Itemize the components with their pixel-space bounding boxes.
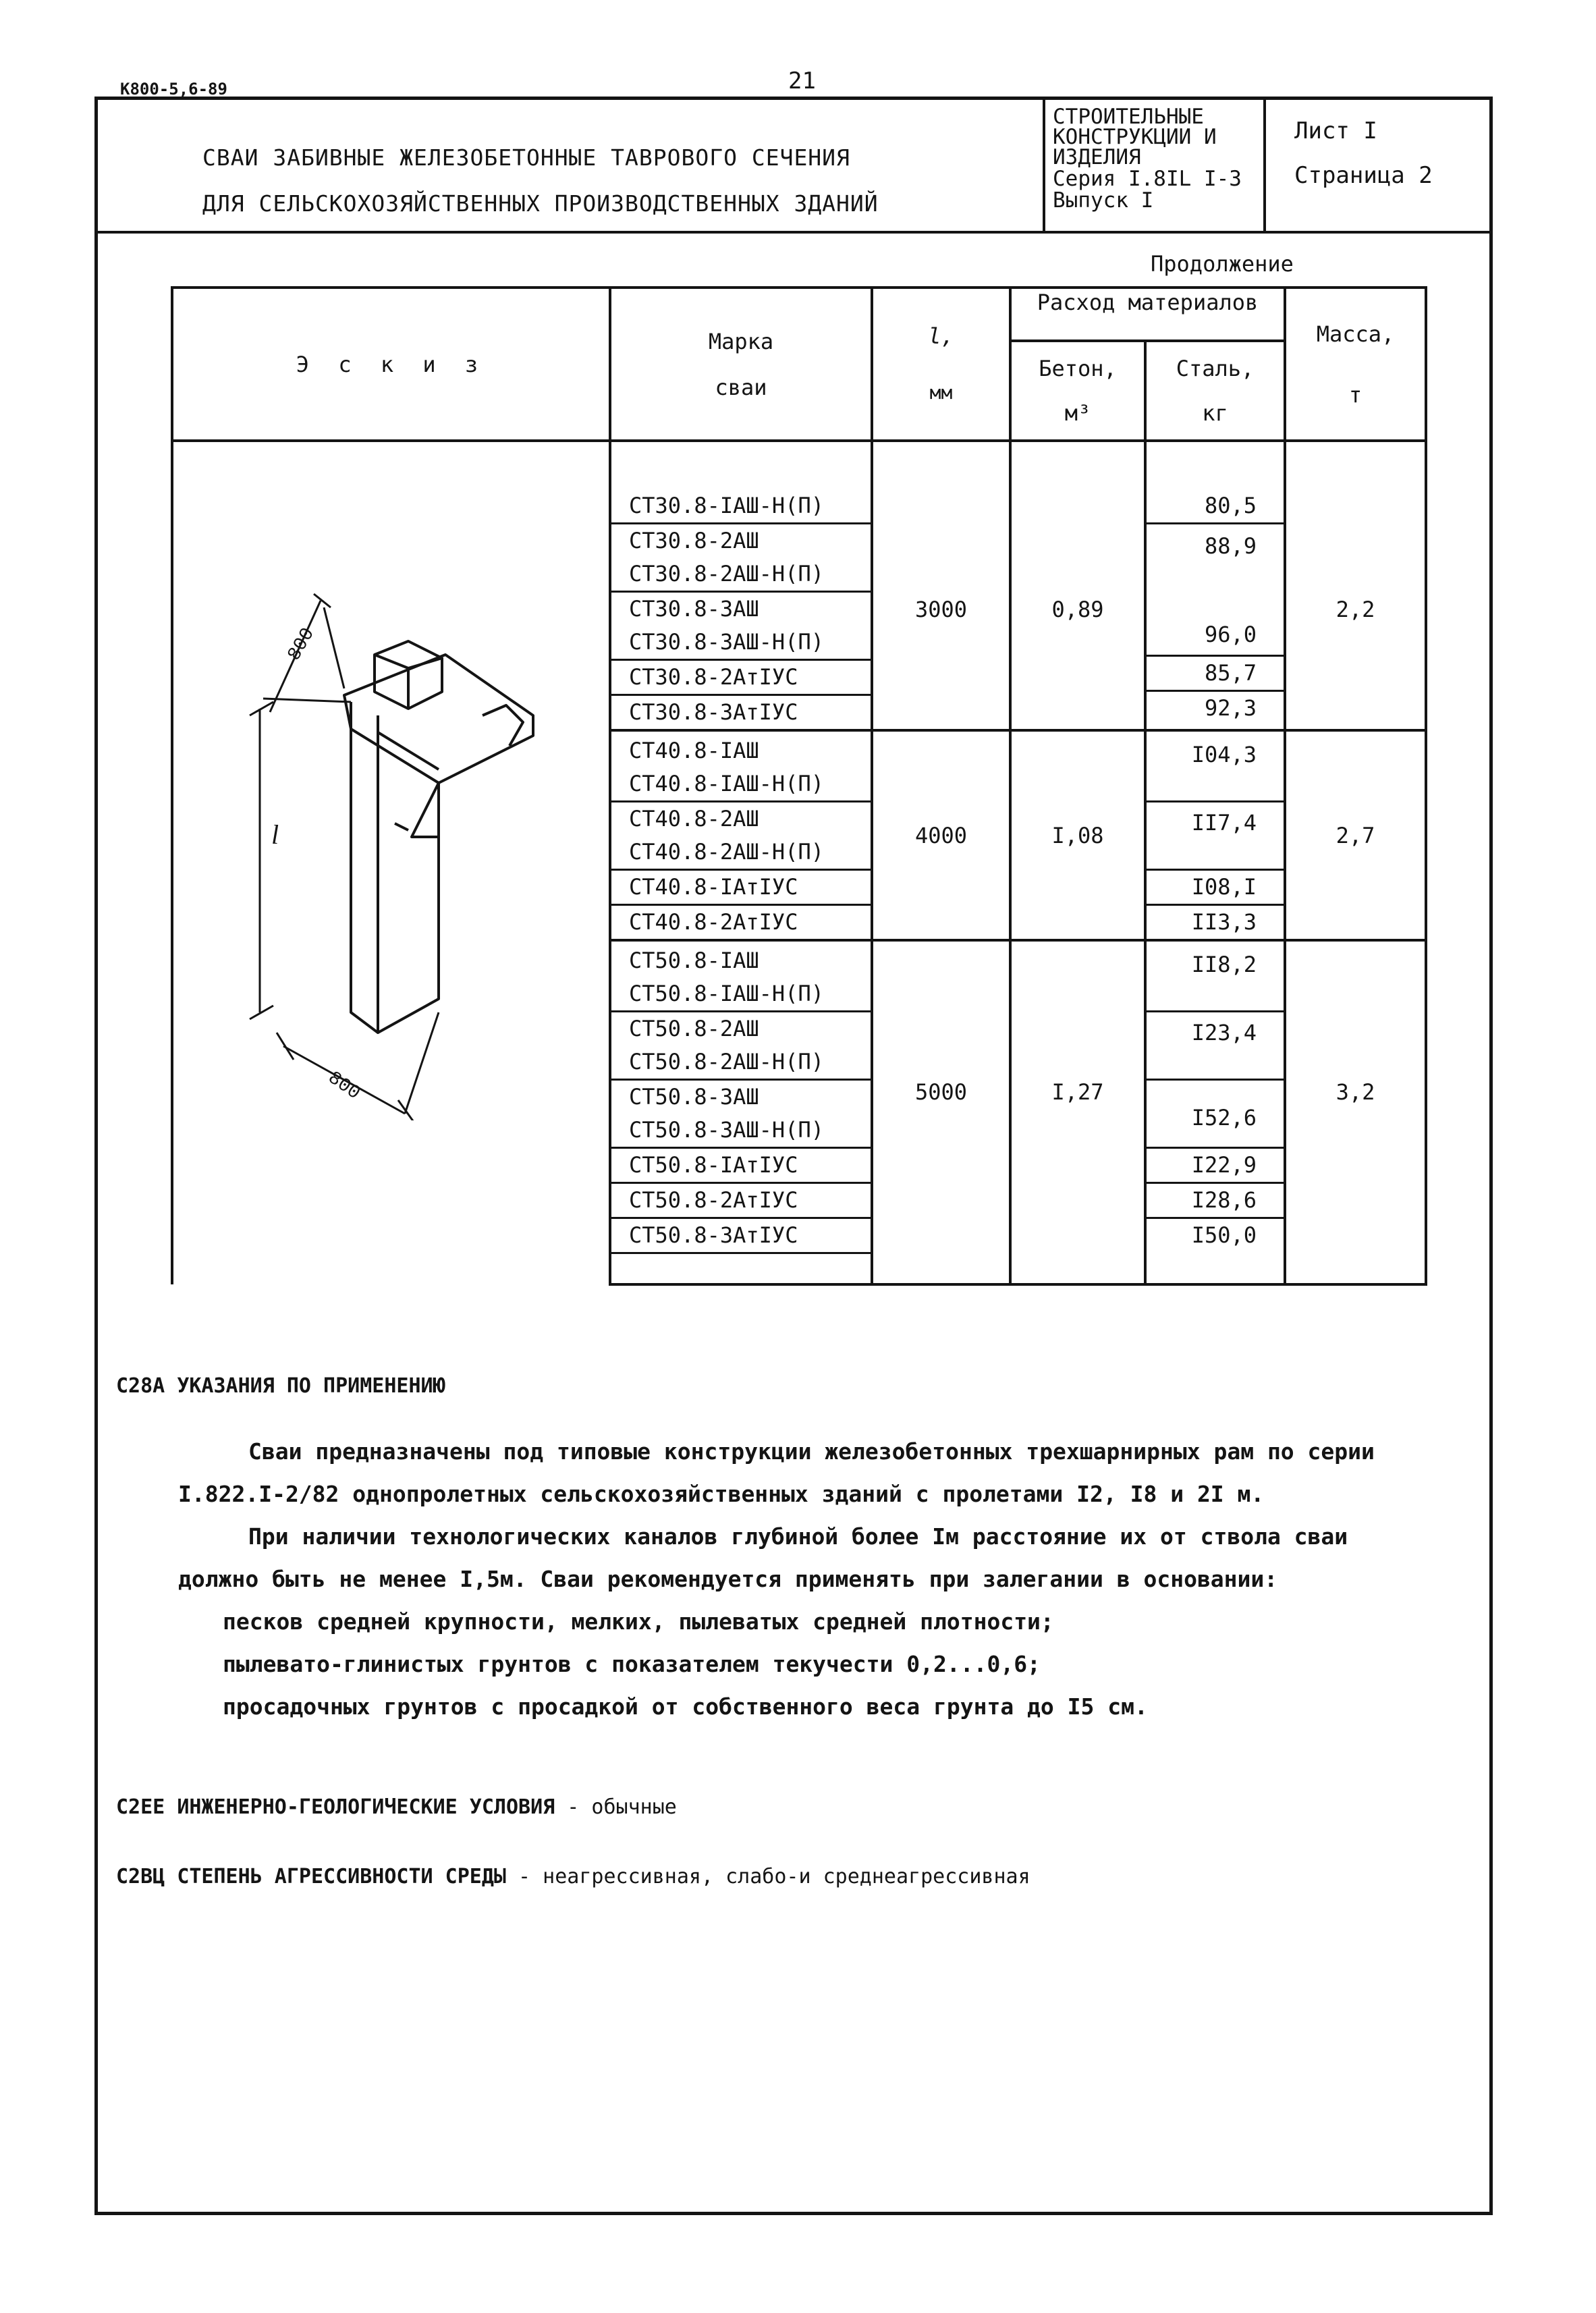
steel-value: 80,5 xyxy=(1147,489,1284,524)
title-block-divider xyxy=(94,231,1493,234)
steel-value: I50,0 xyxy=(1191,1222,1257,1248)
pile-mark: СТ40.8-IАтIУС xyxy=(611,871,871,906)
pile-mark: СТ50.8-3АШ xyxy=(629,1084,759,1110)
steel-value: I28,6 xyxy=(1147,1184,1284,1219)
header-concrete-label: Бетон, xyxy=(1039,356,1117,381)
group-5000-mass: 3,2 xyxy=(1285,940,1426,1284)
usage-code: С28А xyxy=(116,1374,165,1398)
dimension-top-label: 800 xyxy=(283,624,320,665)
page-label: Страница 2 xyxy=(1294,162,1433,189)
group-4000-concrete: I,08 xyxy=(1010,730,1145,940)
pile-mark: СТ50.8-2АтIУС xyxy=(611,1184,871,1219)
group-4000-marks xyxy=(610,730,872,940)
pile-mark: СТ50.8-IАШ xyxy=(629,948,759,973)
steel-value: II3,3 xyxy=(1191,909,1257,935)
group-4000-mass: 2,7 xyxy=(1285,730,1426,940)
pile-mark: СТ50.8-IАШ-Н(П) xyxy=(611,977,871,1012)
usage-title: УКАЗАНИЯ ПО ПРИМЕНЕНИЮ xyxy=(177,1374,445,1398)
sheet-label: Лист I xyxy=(1294,117,1377,144)
usage-item2: пылевато-глинистых грунтов с показателем текучести 0,2...0,6; xyxy=(223,1651,1041,1677)
usage-paragraph2-line2: должно быть не менее I,5м. Сваи рекомендуется применять при залегании в основании: xyxy=(178,1566,1278,1592)
header-mass xyxy=(1285,288,1426,441)
stamp-line-3: ИЗДЕЛИЯ xyxy=(1053,145,1141,169)
usage-paragraph1-line1: Сваи предназначены под типовые конструкции железобетонных трехшарнирных рам по серии xyxy=(248,1438,1375,1465)
steel-value: I52,6 xyxy=(1147,1081,1284,1149)
pile-mark: СТ30.8-2АШ-Н(П) xyxy=(611,557,871,593)
header-length-unit: мм xyxy=(929,381,953,404)
continuation-label: Продолжение xyxy=(1151,251,1294,277)
steel-value: I22,9 xyxy=(1147,1149,1284,1184)
header-concrete xyxy=(1010,341,1145,441)
geology-line xyxy=(116,1795,677,1819)
series-label: Серия I.8IL I-3 xyxy=(1053,167,1242,191)
geology-value: - обычные xyxy=(567,1795,677,1819)
group-5000-concrete: I,27 xyxy=(1010,940,1145,1284)
header-steel xyxy=(1145,341,1285,441)
group-4000-steel xyxy=(1145,730,1285,940)
pile-head xyxy=(344,655,533,783)
pile-mark: СТ30.8-2АтIУС xyxy=(611,661,871,696)
header-concrete-unit: м³ xyxy=(1064,400,1091,426)
pile-sketch xyxy=(243,580,594,1120)
document-code: К800-5,6-89 xyxy=(120,80,227,99)
header-sketch: Э с к и з xyxy=(172,288,610,441)
stamp-line-2: КОНСТРУКЦИИ И xyxy=(1053,125,1217,149)
dimension-bottom-label: 800 xyxy=(323,1067,364,1105)
pile-mark: СТ30.8-2АШ xyxy=(629,528,759,553)
steel-value: 92,3 xyxy=(1204,695,1257,721)
title-block-divider-2 xyxy=(1263,98,1266,233)
pile-mark: СТ40.8-2АШ-Н(П) xyxy=(611,836,871,871)
steel-value: 88,9 xyxy=(1204,533,1257,559)
pile-mark: СТ40.8-IАШ xyxy=(629,738,759,763)
pile-mark: СТ40.8-2АтIУС xyxy=(629,909,798,935)
pile-mark: СТ30.8-IАШ-Н(П) xyxy=(611,489,871,524)
document-title-line1: СВАИ ЗАБИВНЫЕ ЖЕЛЕЗОБЕТОННЫЕ ТАВРОВОГО СЕЧЕНИЯ xyxy=(202,144,850,171)
header-mass-unit: т xyxy=(1348,381,1363,408)
pile-stem xyxy=(351,702,439,1033)
usage-item3: просадочных грунтов с просадкой от собственного веса грунта до I5 см. xyxy=(223,1693,1148,1720)
aggressiveness-title: СТЕПЕНЬ АГРЕССИВНОСТИ СРЕДЫ xyxy=(177,1865,506,1888)
steel-value: 85,7 xyxy=(1147,657,1284,692)
title-block-divider-1 xyxy=(1043,98,1045,233)
header-length-symbol: l, xyxy=(928,323,954,349)
pile-mark: СТ50.8-3АтIУС xyxy=(611,1219,871,1254)
steel-value: II8,2 xyxy=(1147,944,1284,1012)
group-3000-mass: 2,2 xyxy=(1285,441,1426,730)
aggressiveness-code: С2ВЦ xyxy=(116,1865,165,1888)
group-3000-steel xyxy=(1145,441,1285,730)
steel-value: I04,3 xyxy=(1147,734,1284,802)
usage-paragraph1-line2: I.822.I-2/82 однопролетных сельскохозяйственных зданий с пролетами I2, I8 и 2I м. xyxy=(178,1481,1265,1507)
aggressiveness-value: - неагрессивная, слабо-и среднеагрессивная xyxy=(518,1865,1030,1888)
page-number: 21 xyxy=(788,67,816,94)
aggressiveness-line xyxy=(116,1865,1030,1888)
usage-item1: песков средней крупности, мелких, пылеватых средней плотности; xyxy=(223,1608,1054,1635)
header-steel-unit: кг xyxy=(1202,400,1228,426)
header-mark xyxy=(610,288,872,441)
group-3000-marks xyxy=(610,441,872,730)
usage-heading xyxy=(116,1374,445,1398)
pile-mark: СТ30.8-3АШ xyxy=(629,596,759,622)
usage-paragraph2-line1: При наличии технологических каналов глубиной более Iм расстояние их от ствола сваи xyxy=(248,1523,1348,1550)
group-3000-concrete: 0,89 xyxy=(1010,441,1145,730)
pile-mark: СТ50.8-3АШ-Н(П) xyxy=(611,1114,871,1149)
group-3000-length: 3000 xyxy=(872,441,1010,730)
group-5000-length: 5000 xyxy=(872,940,1010,1284)
pile-mark: СТ30.8-3АтIУС xyxy=(629,699,798,725)
header-mark-line2: сваи xyxy=(715,374,767,400)
header-materials: Расход материалов xyxy=(1010,288,1285,341)
header-mark-line1: Марка xyxy=(708,328,774,354)
pile-mark: СТ40.8-2АШ xyxy=(629,806,759,832)
group-5000-marks xyxy=(610,940,872,1284)
pile-mark: СТ30.8-3АШ-Н(П) xyxy=(611,626,871,661)
group-4000-length: 4000 xyxy=(872,730,1010,940)
steel-value: I23,4 xyxy=(1147,1012,1284,1081)
group-5000-steel xyxy=(1145,940,1285,1284)
stamp-line-1: СТРОИТЕЛЬНЫЕ xyxy=(1053,105,1204,129)
geology-title: ИНЖЕНЕРНО-ГЕОЛОГИЧЕСКИЕ УСЛОВИЯ xyxy=(177,1795,555,1819)
document-title-line2: ДЛЯ СЕЛЬСКОХОЗЯЙСТВЕННЫХ ПРОИЗВОДСТВЕННЫХ ЗДАНИЙ xyxy=(202,190,879,217)
geology-code: С2ЕЕ xyxy=(116,1795,165,1819)
issue-label: Выпуск I xyxy=(1053,188,1154,213)
dimension-height-label: l xyxy=(271,819,279,850)
header-steel-label: Сталь, xyxy=(1176,356,1255,381)
pile-mark: СТ50.8-2АШ-Н(П) xyxy=(611,1045,871,1081)
steel-value: II7,4 xyxy=(1147,802,1284,871)
pile-mark: СТ50.8-2АШ xyxy=(629,1016,759,1041)
pile-mark: СТ40.8-IАШ-Н(П) xyxy=(611,767,871,802)
header-mass-label: Масса, xyxy=(1316,321,1395,347)
steel-value: 96,0 xyxy=(1147,591,1284,657)
header-length xyxy=(872,288,1010,441)
steel-value: I08,I xyxy=(1147,871,1284,906)
pile-mark: СТ50.8-IАтIУС xyxy=(611,1149,871,1184)
